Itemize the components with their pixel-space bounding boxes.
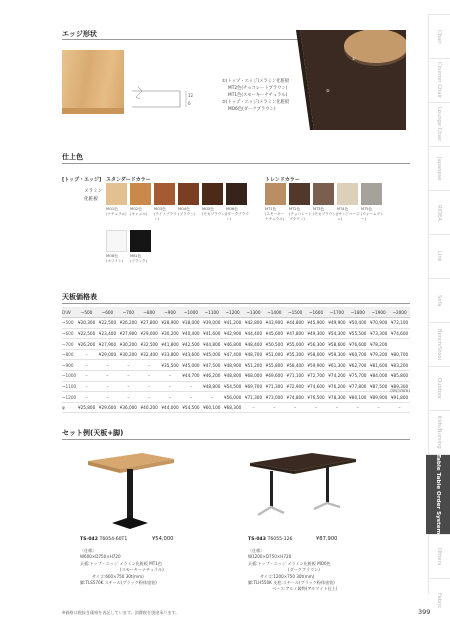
price-cell: – [76,392,97,403]
melamine-label: メラミン 化粧板 [84,189,103,202]
table-column-header: ~1500 [285,307,306,318]
color-swatch-trend [337,183,358,205]
price-cell: ¥60,700 [347,349,368,360]
price-footnote: ※価格は税抜き価格を表記しています。消費税を別途承ります。 [62,610,180,615]
rail-tab-bench-stool[interactable] [428,322,450,366]
edge-note: ①(トップ・エッジ)メラミン化粧板 [222,79,290,84]
edge-note: MT2色(チョコレートブラウン) [228,86,288,91]
price-cell: ¥60,100 [201,402,222,413]
price-cell: – [139,371,160,382]
price-cell: ¥58,000 [306,349,327,360]
table-column-header: ~1700 [326,307,347,318]
price-cell: ¥69,700 [243,381,264,392]
price-cell: ¥84,000 [368,371,389,382]
price-cell: – [243,402,264,413]
price-cell: ¥68,300 [222,402,243,413]
price-cell: ¥35,500 [160,360,181,371]
price-cell: ¥56,000 [222,392,243,403]
color-swatch-label: MO3色 (ライトブラウン) [154,207,177,221]
price-cell: ¥26,200 [76,339,97,350]
table-column-header: ~1900 [368,307,389,318]
table-column-header: ~800 [139,307,160,318]
color-swatch-label: MO2色 (キャメル) [130,207,148,216]
price-cell: ¥45,600 [264,328,285,339]
price-cell: ¥54,500 [180,402,201,413]
price-cell: – [97,371,118,382]
color-swatch-label: MO8色 (ホワイト) [106,254,124,263]
table-column-header: ~1000 [180,307,201,318]
rail-tab-label: Counter Chair [436,62,442,99]
table-row-header: ~900 [62,360,76,371]
price-cell: ¥55,000 [285,339,306,350]
price-cell: – [160,381,181,392]
price-cell: ¥41,200 [222,318,243,329]
color-swatch-standard [130,230,151,252]
table-row-header: φ [62,402,76,413]
color-swatch-standard [178,183,199,205]
rail-tab-label: Link [436,251,442,262]
table-row [62,328,410,339]
rail-tab-label: RIDEA [436,204,442,221]
product-code-ts043: TS-043 T6055-126 [248,537,293,542]
rail-tab-sofa[interactable] [428,278,450,322]
color-swatch-standard [106,230,127,252]
table-row-header: ~500 [62,318,76,329]
price-cell: ¥79,200 [368,349,389,360]
table-column-header: ~1200 [222,307,243,318]
price-cell: ¥43,600 [180,349,201,360]
table-row [62,402,410,413]
table-row-header: ~1200 [62,392,76,403]
price-cell: ¥72,100 [389,318,410,329]
table-corner-image [292,30,406,130]
price-cell: – [160,371,181,382]
price-cell: ¥40,400 [180,328,201,339]
price-cell: ¥29,000 [139,328,160,339]
price-cell: ¥72,900 [285,381,306,392]
price-cell: ¥27,800 [139,318,160,329]
price-cell: ¥39,000 [201,318,222,329]
price-cell: ¥38,000 [180,318,201,329]
price-cell: ¥42,500 [180,339,201,350]
price-cell: – [139,392,160,403]
price-cell: ¥58,600 [326,339,347,350]
price-cell: ¥47,500 [201,360,222,371]
price-cell: ¥87,500 [368,381,389,392]
price-cell: ¥48,400 [243,339,264,350]
price-cell: – [160,392,181,403]
section-divider [62,39,300,40]
price-cell: ¥76,600 [347,339,368,350]
price-cell: ¥44,800 [201,339,222,350]
price-cell: – [118,360,139,371]
marker-1: ① [352,56,356,61]
price-cell: ¥54,500 [222,381,243,392]
price-cell: – [201,392,222,403]
section-title-price: 天板価格表 [62,293,97,301]
table-row-header: ~700 [62,339,76,350]
price-cell: ¥25,800 [76,402,97,413]
section-title-edge: エッジ形状 [62,30,97,38]
price-cell: – [97,381,118,392]
edge-note: MT1色(スモーキーナチュラル) [228,93,288,98]
price-cell: ¥49,300 [306,328,327,339]
table-column-header: ~1400 [264,307,285,318]
price-cell: ¥74,600 [306,381,327,392]
table-row [62,318,410,329]
price-cell: ¥29,600 [97,402,118,413]
price-cell: ¥45,900 [306,318,327,329]
price-cell: ¥50,400 [347,318,368,329]
price-cell: – [118,381,139,392]
price-cell: ¥89,300 [389,381,410,392]
rail-tab-label: Bench/Stool [436,328,442,361]
price-cell: ¥59,300 [326,349,347,360]
section-divider [62,163,410,164]
edge-notes [222,78,289,113]
price-cell: ¥23,400 [97,328,118,339]
product-image-ts042 [80,445,178,533]
price-cell: ¥77,800 [347,381,368,392]
rail-tab-japanese[interactable] [428,146,450,190]
price-cell: ¥44,400 [243,328,264,339]
price-cell: ¥75,700 [347,371,368,382]
price-cell: ¥73,000 [264,392,285,403]
price-cell: ¥22,500 [76,328,97,339]
table-row-header: ~1100 [62,381,76,392]
price-cell: – [306,402,327,413]
table-corner-header: D\W [62,307,76,318]
color-swatch-trend [289,183,310,205]
price-cell: ¥48,800 [201,381,222,392]
price-cell: ¥81,600 [368,360,389,371]
unit-note: (単位mm) [390,388,410,393]
price-cell: – [326,402,347,413]
price-cell: ¥46,200 [201,371,222,382]
rail-tab-outdoor[interactable] [428,366,450,410]
table-row [62,349,410,360]
price-cell: – [180,381,201,392]
price-cell: – [180,392,201,403]
price-cell: – [118,371,139,382]
product-image-ts043 [248,445,358,525]
color-swatch-label: MO4色 (ブラウン) [178,207,196,216]
product-price-ts043: ¥87,900 [316,536,338,542]
price-cell: ¥61,300 [326,360,347,371]
price-cell: – [97,360,118,371]
price-cell: – [139,360,160,371]
color-swatch-standard [226,183,247,205]
price-cell: ¥32,500 [139,339,160,350]
color-swatch-label: MO1色 (ナチュラル) [106,207,127,216]
price-cell: ¥44,800 [285,318,306,329]
price-cell: ¥30,200 [118,339,139,350]
price-cell: ¥42,900 [222,328,243,339]
price-cell: ¥71,300 [243,392,264,403]
price-cell: ¥33,800 [160,349,181,360]
price-cell: – [389,402,410,413]
price-cell: ¥48,800 [222,371,243,382]
rail-tab-fabric[interactable] [428,578,450,622]
price-cell: ¥54,300 [326,328,347,339]
price-cell: ¥76,200 [326,381,347,392]
edge-note: ②(トップ・エッジ)メラミン化粧板 [222,100,290,105]
price-cell: ¥74,800 [285,392,306,403]
table-column-header: ~1800 [347,307,368,318]
price-cell: ¥27,900 [97,339,118,350]
price-cell: – [97,392,118,403]
price-cell: ¥32,400 [139,349,160,360]
price-cell: ¥68,000 [243,371,264,382]
color-swatch-standard [106,183,127,205]
page-number: 399 [418,608,431,616]
rail-tab-label: Lounge Chair [436,107,442,142]
price-table [62,307,410,413]
price-cell: ¥47,400 [222,349,243,360]
price-cell: ¥80,100 [347,392,368,403]
price-cell: – [368,402,389,413]
color-swatch-trend [265,183,286,205]
price-cell: ¥36,000 [118,402,139,413]
color-swatch-label: MT1色 (スモーキー ナチュラル) [265,207,285,221]
rail-tab-label: Outdoor [436,377,442,400]
rail-tab-others[interactable] [428,534,450,578]
price-cell: ¥49,900 [326,318,347,329]
price-cell: ¥71,300 [264,381,285,392]
price-cell: ¥55,300 [285,349,306,360]
price-cell: ¥76,500 [306,392,327,403]
price-cell: ¥85,800 [389,371,410,382]
rail-tab-ridea[interactable] [428,190,450,234]
rail-tab-lounge-chair[interactable] [428,102,450,146]
price-cell: ¥78,300 [326,392,347,403]
edge-note: MO6色(ダークブラウン) [228,107,276,112]
rail-tab-chair[interactable] [428,14,450,58]
price-cell: – [76,349,97,360]
edge-sample-image [62,50,124,114]
table-column-header: ~500 [76,307,97,318]
table-row-header: ~1000 [62,371,76,382]
product-spec-ts043: 〈仕様〉 W1200×D750×H720 天板:トップ・エッジ メラミン化粧板 MO6色 (ダークブラウン) サイズ:1200×750 30t(mm) 脚:TLH550K 支柱:スチール(ブラック粉体塗装) ベース:アルミ鋳物(アルマイト仕上) [248,548,338,592]
edge-dim-top: 12 [188,93,194,98]
price-cell: ¥74,600 [389,328,410,339]
price-cell: ¥26,200 [118,318,139,329]
color-swatch-standard [154,183,175,205]
table-column-header: ~1600 [306,307,327,318]
price-cell: ¥42,800 [243,318,264,329]
price-cell: ¥59,900 [306,360,327,371]
price-cell: – [264,402,285,413]
price-cell: ¥51,200 [243,360,264,371]
color-swatch-standard [130,183,151,205]
rail-tab-label: Chair [436,29,442,44]
price-cell: – [285,402,306,413]
price-cell: ¥40,200 [139,402,160,413]
rail-tab-table[interactable] [426,454,450,534]
price-cell: ¥46,800 [222,339,243,350]
category-rail [428,14,450,609]
color-swatch-label: MT2色 (チョコレート ブラウン) [289,207,312,221]
price-cell: ¥41,600 [201,328,222,339]
price-cell: ¥29,000 [97,349,118,360]
table-row [62,360,410,371]
price-cell: ¥51,000 [264,349,285,360]
section-divider [62,303,410,304]
price-cell: – [76,371,97,382]
price-cell: ¥47,800 [285,328,306,339]
table-row [62,381,410,392]
price-cell: ¥73,300 [368,328,389,339]
rail-tab-counter-chair[interactable] [428,58,450,102]
table-column-header: ~700 [118,307,139,318]
price-cell: ¥56,300 [306,339,327,350]
table-column-header: ~1100 [201,307,222,318]
rail-tab-label: Kids/Nursing [436,416,442,449]
top-edge-label: [トップ・エッジ] [62,177,102,183]
price-cell: ¥89,900 [368,392,389,403]
section-title-set: セット例(天板+脚) [62,429,124,437]
table-row-header: ~800 [62,349,76,360]
product-code-ts042: TS-042 T6054-60T1 [80,537,128,542]
price-cell: ¥45,000 [201,349,222,360]
price-cell: ¥30,200 [118,349,139,360]
marker-2: ② [326,88,330,93]
price-cell: – [76,360,97,371]
price-cell: ¥48,700 [243,349,264,360]
price-cell: ¥27,900 [118,328,139,339]
edge-profile-diagram [132,85,202,115]
color-swatch-label: MBL色 (ブラック) [130,254,148,263]
price-cell: ¥70,900 [368,318,389,329]
table-row [62,371,410,382]
color-swatch-label: MT5色 (ウォームグレー) [361,207,384,221]
edge-dim-bottom: 6 [188,101,191,106]
price-cell: ¥78,200 [368,339,389,350]
price-cell: ¥91,800 [389,392,410,403]
rail-tab-label: Table Table Order System [435,454,441,535]
section-title-finish: 仕上色 [62,153,83,161]
table-column-header: ~2000 [389,307,410,318]
price-cell: ¥72,700 [306,371,327,382]
table-row-header: ~600 [62,328,76,339]
section-divider [62,439,410,440]
table-column-header: ~600 [97,307,118,318]
color-swatch-label: MT4色 (サンドベージュ) [337,207,360,221]
price-cell: – [118,392,139,403]
standard-color-label: スタンダードカラー [106,177,151,183]
rail-tab-label: Sofa [436,294,442,307]
table-row [62,339,410,350]
color-swatch-label: MO5色 (モカブラウン) [202,207,227,216]
table-row [62,392,410,403]
price-cell: ¥22,500 [97,318,118,329]
product-price-ts042: ¥54,000 [152,536,174,542]
price-cell: ¥44,000 [160,402,181,413]
price-cell: – [76,381,97,392]
price-cell: ¥48,900 [222,360,243,371]
price-cell: ¥55,500 [347,328,368,339]
price-cell: ¥55,800 [264,360,285,371]
price-cell: ¥28,900 [160,318,181,329]
price-cell: – [139,381,160,392]
color-swatch-label: MT3色 (モカブラウン) [313,207,338,216]
price-cell: ¥58,400 [285,360,306,371]
color-swatch-standard [202,183,223,205]
price-cell: ¥74,200 [326,371,347,382]
price-cell: ¥41,800 [160,339,181,350]
price-cell: ¥20,300 [76,318,97,329]
rail-tab-link[interactable] [428,234,450,278]
price-cell: ¥43,900 [264,318,285,329]
price-cell: ¥83,200 [389,360,410,371]
product-spec-ts042: 〈仕様〉 W600×D750×H720 天板:トップ・エッジ メラミン化粧板 MT1色 (スモーキーナチュラル) サイズ:600×750 30t(mm) 脚:TLS570K スチール(ブラック粉体塗装) [80,548,164,586]
rail-tab-label: Japanese [436,156,442,181]
price-cell: ¥44,700 [180,371,201,382]
color-swatch-trend [313,183,334,205]
rail-tab-kids-nursing[interactable] [428,410,450,454]
price-cell: ¥30,200 [160,328,181,339]
trend-color-label: トレンドカラー [265,177,300,183]
price-cell: – [347,402,368,413]
price-cell: ¥45,000 [180,360,201,371]
price-cell: ¥62,700 [347,360,368,371]
color-swatch-trend [361,183,382,205]
price-cell: ¥71,100 [285,371,306,382]
color-swatch-label: MO6色 (ダークブラウン) [226,207,249,221]
table-column-header: ~900 [160,307,181,318]
rail-tab-label: Fabric [436,592,442,609]
price-cell: ¥69,600 [264,371,285,382]
rail-tab-label: Others [436,547,442,566]
table-column-header: ~1300 [243,307,264,318]
price-cell: ¥50,500 [264,339,285,350]
price-cell: ¥80,700 [389,349,410,360]
